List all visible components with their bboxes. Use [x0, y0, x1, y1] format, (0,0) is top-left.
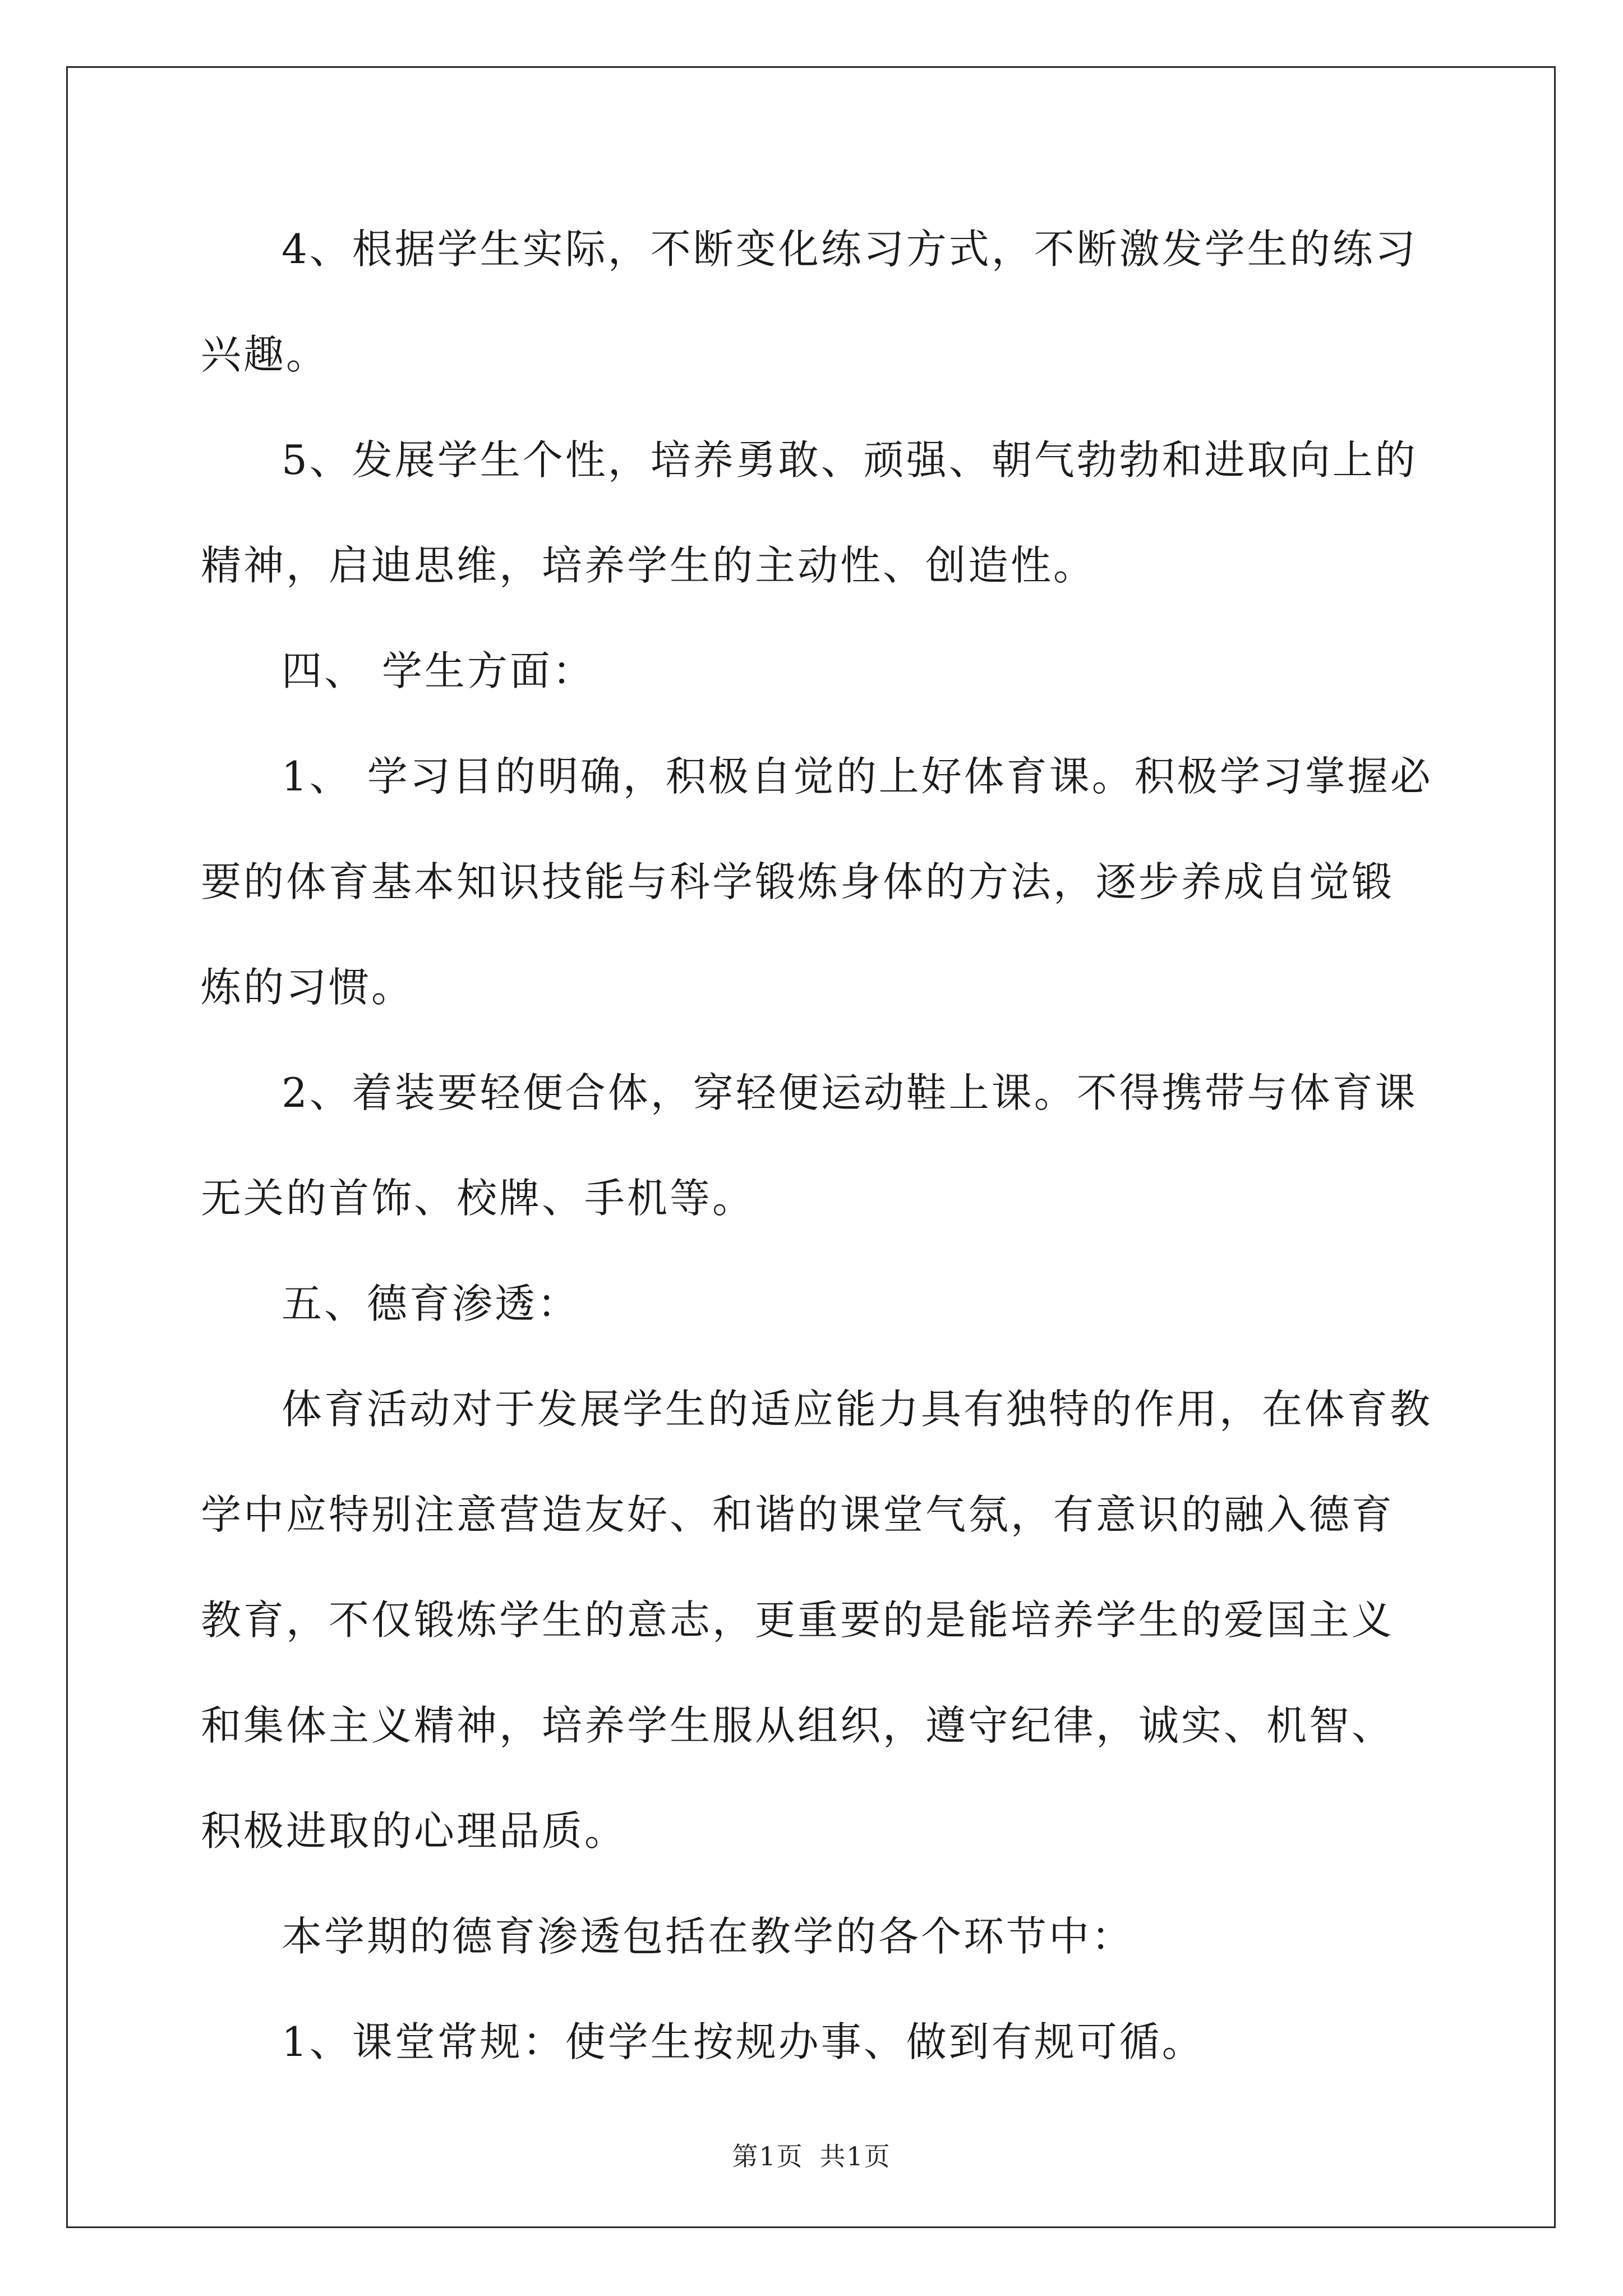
page-number-total: 共1页 [819, 2141, 891, 2171]
paragraph-moral-education-body: 体育活动对于发展学生的适应能力具有独特的作用，在体育教学中应特别注意营造友好、和谐的课堂气氛，有意识的融入德育教育，不仅锻炼学生的意志，更重要的是能培养学生的爱国主义和集体主义精神，培养学生服从组织，遵守纪律，诚实、机智、积极进取的心理品质。 [201, 1386, 1433, 1855]
paragraph-semester-moral-education: 本学期的德育渗透包括在教学的各个环节中： [282, 1913, 1135, 1960]
section-heading-moral-education: 五、德育渗透： [282, 1280, 580, 1327]
paragraph-practice-methods: 4、根据学生实际，不断变化练习方式，不断激发学生的练习兴趣。 [201, 226, 1418, 378]
page-number-current: 第1页 [732, 2141, 804, 2171]
paragraph-personality-development: 5、发展学生个性，培养勇敢、顽强、朝气勃勃和进取向上的精神，启迪思维，培养学生的主动性、创造性。 [201, 436, 1418, 589]
paragraph-learning-goals: 1、 学习目的明确，积极自觉的上好体育课。积极学习掌握必要的体育基本知识技能与科学锻炼身体的方法，逐步养成自觉锻炼的习惯。 [201, 753, 1433, 1011]
paragraph-classroom-routine: 1、课堂常规：使学生按规办事、做到有规可循。 [282, 2018, 1205, 2065]
document-body [201, 196, 1435, 2095]
section-heading-students: 四、 学生方面： [282, 647, 595, 694]
page-footer [0, 2136, 1623, 2173]
paragraph-dress-code: 2、着装要轻便合体，穿轻便运动鞋上课。不得携带与体育课无关的首饰、校牌、手机等。 [201, 1069, 1418, 1222]
